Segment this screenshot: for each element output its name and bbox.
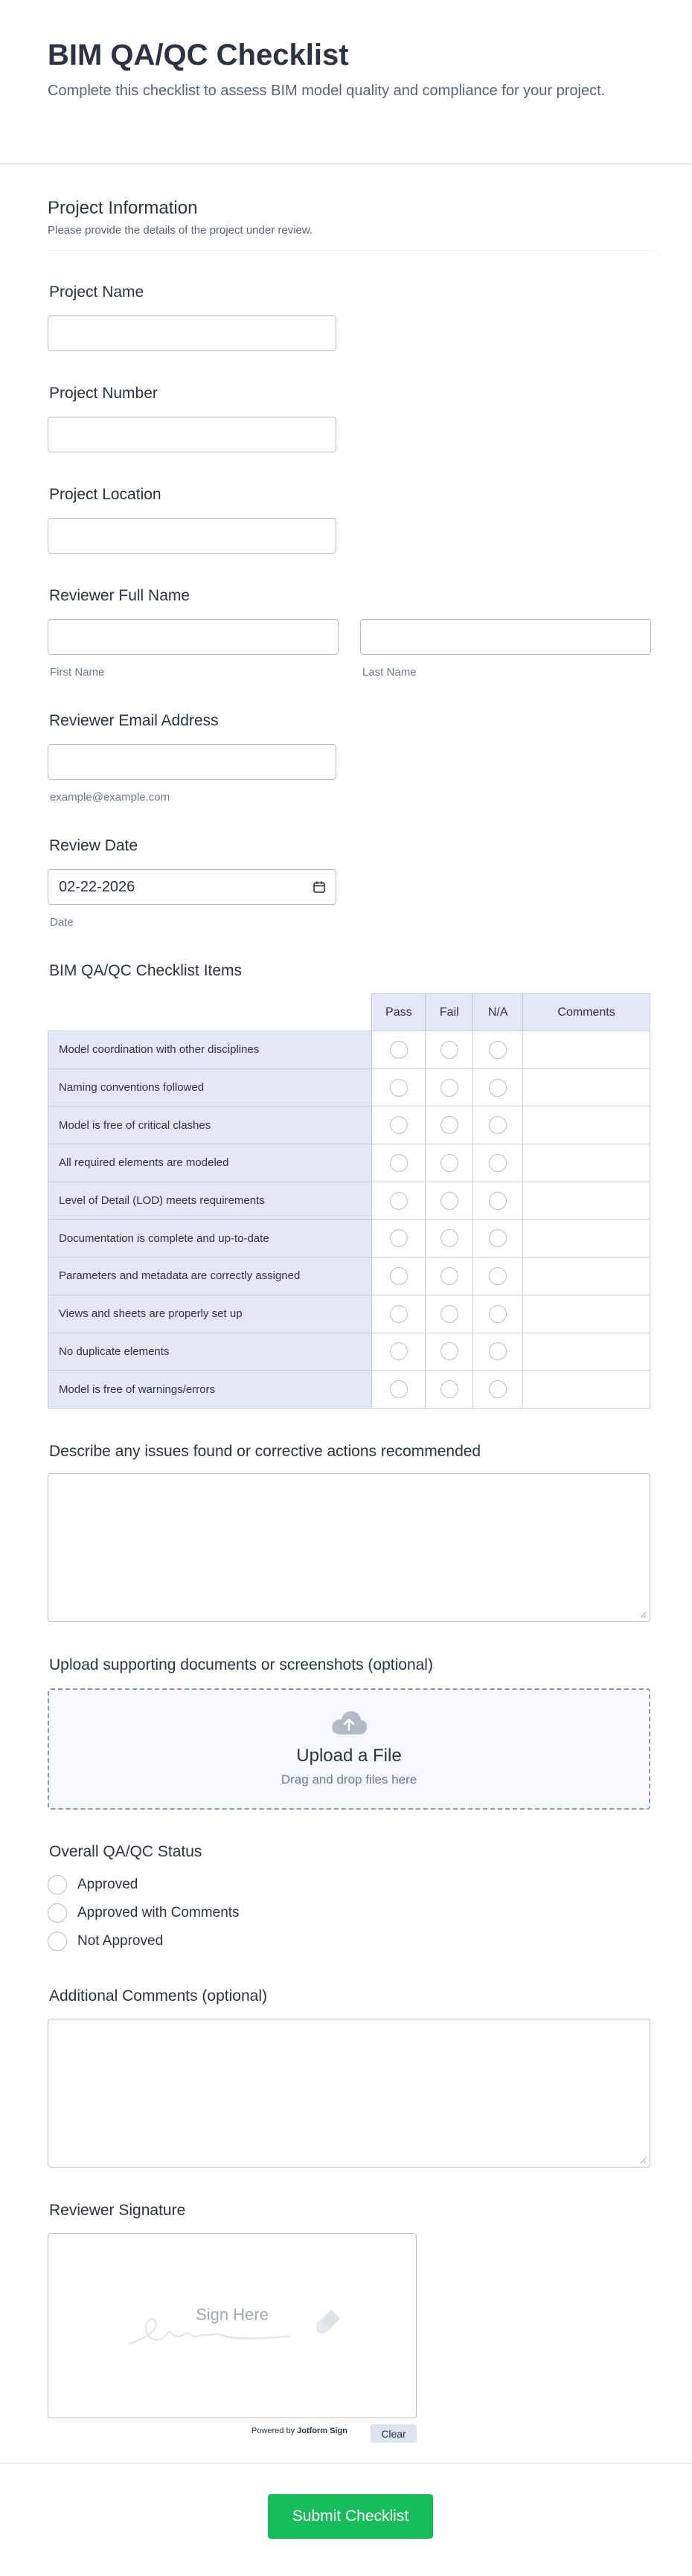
cloud-upload-icon — [49, 1709, 649, 1740]
checklist-row — [48, 1220, 650, 1257]
upload-hint: Drag and drop files here — [281, 1772, 417, 1787]
radio-fail[interactable] — [440, 1342, 458, 1360]
comments-cell[interactable] — [523, 1333, 650, 1371]
first-name-input[interactable] — [48, 619, 339, 655]
checklist-row — [48, 1106, 650, 1144]
powered-by — [252, 2426, 347, 2435]
cell-na — [473, 1068, 523, 1106]
powered-prefix: Powered by — [252, 2426, 295, 2435]
additional-comments-textarea[interactable] — [48, 2019, 650, 2168]
comments-cell[interactable] — [523, 1371, 650, 1409]
cell-pass — [372, 1257, 426, 1295]
checklist-row — [48, 1295, 650, 1333]
signature-pad[interactable] — [48, 2233, 417, 2418]
cell-na — [473, 1144, 523, 1182]
resize-grip-icon[interactable] — [639, 1611, 647, 1618]
radio-pass[interactable] — [390, 1305, 408, 1323]
matrix-header-row — [48, 994, 650, 1031]
cell-pass — [372, 1031, 426, 1069]
checklist-row — [48, 1257, 650, 1295]
clear-signature-button[interactable]: Clear — [371, 2424, 417, 2443]
radio-pass[interactable] — [390, 1154, 408, 1172]
email-input[interactable] — [48, 744, 336, 780]
radio-button[interactable] — [48, 1875, 67, 1894]
cell-fail — [426, 1182, 473, 1220]
checklist-row-label: Model is free of critical clashes — [48, 1106, 372, 1144]
radio-button[interactable] — [48, 1932, 67, 1951]
option-label: Approved — [77, 1877, 138, 1892]
project-name-input[interactable] — [48, 315, 336, 351]
comments-cell[interactable] — [523, 1257, 650, 1295]
review-date-input[interactable] — [48, 869, 336, 905]
cell-na — [473, 1031, 523, 1069]
checklist-row-label: All required elements are modeled — [48, 1144, 372, 1182]
radio-na[interactable] — [489, 1342, 507, 1360]
radio-pass[interactable] — [390, 1380, 408, 1398]
project-number-label: Project Number — [49, 385, 158, 402]
checklist-row — [48, 1371, 650, 1409]
option-label: Approved with Comments — [77, 1905, 240, 1920]
resize-grip-icon[interactable] — [639, 2156, 647, 2164]
additional-comments-label: Additional Comments (optional) — [49, 1987, 267, 2005]
checklist-row — [48, 1031, 650, 1069]
column-comments: Comments — [523, 994, 650, 1031]
radio-pass[interactable] — [390, 1267, 408, 1285]
upload-dropzone[interactable] — [48, 1688, 650, 1810]
powered-brand: Jotform Sign — [297, 2426, 347, 2435]
column-pass: Pass — [372, 994, 426, 1031]
date-sublabel: Date — [50, 916, 74, 929]
cell-fail — [426, 1333, 473, 1371]
radio-fail[interactable] — [440, 1116, 458, 1134]
submit-button[interactable]: Submit Checklist — [268, 2494, 433, 2539]
radio-fail[interactable] — [440, 1041, 458, 1059]
status-option-approved[interactable] — [48, 1874, 138, 1896]
radio-pass[interactable] — [390, 1229, 408, 1247]
cell-pass — [372, 1068, 426, 1106]
cell-fail — [426, 1295, 473, 1333]
cell-na — [473, 1333, 523, 1371]
radio-na[interactable] — [489, 1041, 507, 1059]
cell-pass — [372, 1295, 426, 1333]
last-name-sublabel: Last Name — [362, 666, 417, 679]
radio-fail[interactable] — [440, 1079, 458, 1097]
cell-fail — [426, 1031, 473, 1069]
checklist-label: BIM QA/QC Checklist Items — [49, 962, 243, 979]
comments-cell[interactable] — [523, 1182, 650, 1220]
checklist-matrix — [48, 993, 650, 1409]
cell-na — [473, 1371, 523, 1409]
radio-pass[interactable] — [390, 1116, 408, 1134]
cell-na — [473, 1295, 523, 1333]
cell-fail — [426, 1144, 473, 1182]
status-option-approved-with-comments[interactable] — [48, 1902, 240, 1924]
upload-label: Upload supporting documents or screenshots (optional) — [49, 1656, 433, 1673]
checklist-row-label: Model is free of warnings/errors — [48, 1371, 372, 1409]
cell-fail — [426, 1068, 473, 1106]
cell-pass — [372, 1182, 426, 1220]
checklist-row — [48, 1182, 650, 1220]
checklist-row-label: Level of Detail (LOD) meets requirements — [48, 1182, 372, 1220]
signature-label: Reviewer Signature — [49, 2202, 186, 2219]
cell-pass — [372, 1144, 426, 1182]
footer-divider — [0, 2463, 692, 2464]
radio-fail[interactable] — [440, 1192, 458, 1210]
cell-na — [473, 1106, 523, 1144]
review-date-field[interactable] — [48, 869, 336, 905]
cell-na — [473, 1220, 523, 1257]
radio-pass[interactable] — [390, 1041, 408, 1059]
calendar-icon[interactable] — [313, 880, 326, 897]
header-divider — [0, 163, 692, 164]
checklist-row-label: Naming conventions followed — [48, 1068, 372, 1106]
radio-fail[interactable] — [440, 1154, 458, 1172]
radio-na[interactable] — [489, 1116, 507, 1134]
comments-cell[interactable] — [523, 1106, 650, 1144]
cell-fail — [426, 1257, 473, 1295]
cell-fail — [426, 1371, 473, 1409]
first-name-sublabel: First Name — [50, 666, 105, 679]
project-number-input[interactable] — [48, 417, 336, 452]
radio-na[interactable] — [489, 1305, 507, 1323]
last-name-input[interactable] — [360, 619, 651, 655]
cell-pass — [372, 1333, 426, 1371]
radio-fail[interactable] — [440, 1267, 458, 1285]
matrix-corner — [48, 994, 372, 1031]
radio-pass[interactable] — [390, 1079, 408, 1097]
cell-pass — [372, 1106, 426, 1144]
reviewer-name-label: Reviewer Full Name — [49, 587, 190, 604]
comments-cell[interactable] — [523, 1031, 650, 1069]
project-location-label: Project Location — [49, 486, 161, 503]
cell-pass — [372, 1220, 426, 1257]
project-name-label: Project Name — [49, 283, 144, 301]
email-sublabel: example@example.com — [50, 791, 170, 804]
radio-na[interactable] — [489, 1267, 507, 1285]
page-title: BIM QA/QC Checklist — [48, 39, 349, 71]
checklist-row — [48, 1144, 650, 1182]
signature-placeholder: Sign Here — [196, 2305, 269, 2324]
cell-na — [473, 1257, 523, 1295]
checklist-row-label: Documentation is complete and up-to-date — [48, 1220, 372, 1257]
radio-button[interactable] — [48, 1903, 67, 1923]
reviewer-email-label: Reviewer Email Address — [49, 712, 219, 729]
issues-label: Describe any issues found or corrective actions recommended — [49, 1443, 481, 1460]
comments-cell[interactable] — [523, 1068, 650, 1106]
checklist-row — [48, 1333, 650, 1371]
upload-title: Upload a File — [296, 1746, 402, 1766]
comments-cell[interactable] — [523, 1144, 650, 1182]
radio-na[interactable] — [489, 1079, 507, 1097]
comments-cell[interactable] — [523, 1220, 650, 1257]
status-option-not-approved[interactable] — [48, 1930, 163, 1952]
cell-na — [473, 1182, 523, 1220]
checklist-row-label: Model coordination with other disciplines — [48, 1031, 372, 1069]
section-title: Project Information — [48, 198, 198, 218]
checklist-row-label: Views and sheets are properly set up — [48, 1295, 372, 1333]
radio-na[interactable] — [489, 1154, 507, 1172]
radio-fail[interactable] — [440, 1305, 458, 1323]
option-label: Not Approved — [77, 1933, 164, 1949]
radio-fail[interactable] — [440, 1380, 458, 1398]
issues-textarea[interactable] — [48, 1473, 650, 1622]
page-subtitle: Complete this checklist to assess BIM model quality and compliance for your project. — [48, 83, 606, 99]
radio-na[interactable] — [489, 1192, 507, 1210]
section-divider — [48, 250, 656, 251]
column-fail: Fail — [426, 994, 473, 1031]
radio-pass[interactable] — [390, 1342, 408, 1360]
cell-fail — [426, 1220, 473, 1257]
checklist-row-label: No duplicate elements — [48, 1333, 372, 1371]
radio-pass[interactable] — [390, 1192, 408, 1210]
review-date-label: Review Date — [49, 837, 138, 854]
checklist-row-label: Parameters and metadata are correctly assigned — [48, 1257, 372, 1295]
comments-cell[interactable] — [523, 1295, 650, 1333]
cell-fail — [426, 1106, 473, 1144]
cell-pass — [372, 1371, 426, 1409]
checklist-row — [48, 1068, 650, 1106]
status-label: Overall QA/QC Status — [49, 1843, 202, 1860]
radio-na[interactable] — [489, 1229, 507, 1247]
column-na: N/A — [473, 994, 523, 1031]
radio-fail[interactable] — [440, 1229, 458, 1247]
radio-na[interactable] — [489, 1380, 507, 1398]
section-subtitle: Please provide the details of the project under review. — [48, 224, 313, 237]
project-location-input[interactable] — [48, 518, 336, 554]
